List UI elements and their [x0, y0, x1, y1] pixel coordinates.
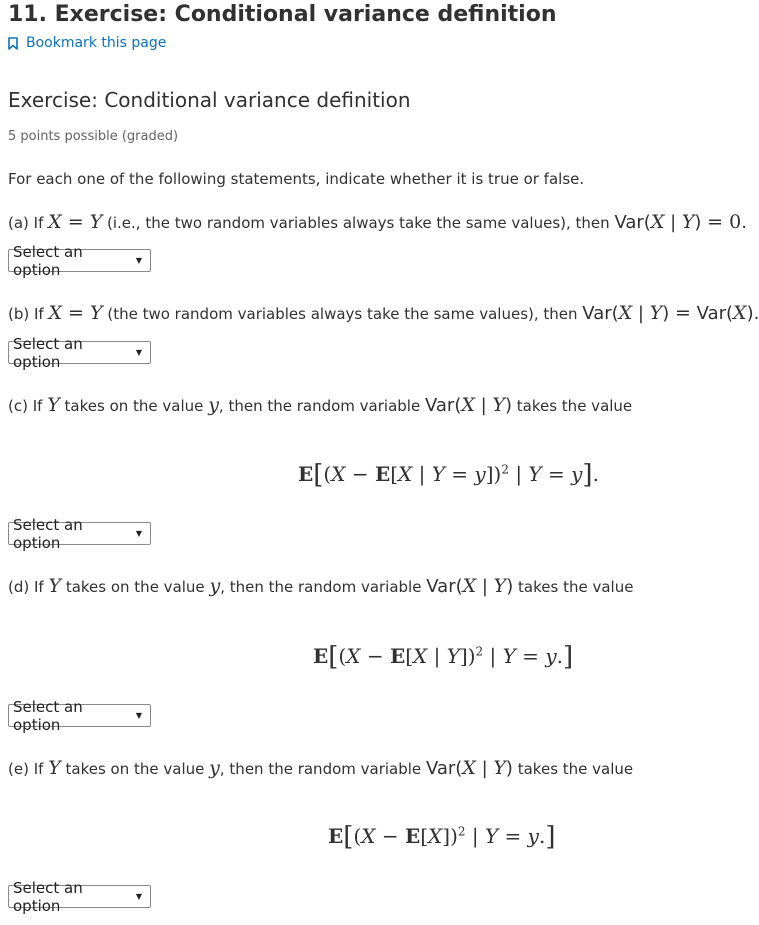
bookmark-icon [8, 37, 18, 50]
problem-title: Exercise: Conditional variance definition [8, 88, 411, 112]
select-b[interactable] [8, 334, 151, 371]
question-e-label: (e) If [8, 760, 44, 778]
question-a: (a) If X = Y (i.e., the two random variables always take the same values), then Var(X | Y) = 0. [8, 211, 747, 233]
question-b: (b) If X = Y (the two random variables always take the same values), then Var(X | Y) = Var(X). [8, 302, 759, 324]
math-var-d: Var(X | Y) [426, 575, 514, 597]
question-d-text-end: , then the random variable [220, 578, 422, 596]
triangle-down-icon: ▼ [135, 711, 142, 720]
bookmark-label: Bookmark this page [26, 35, 167, 51]
bookmark-link[interactable] [8, 35, 166, 51]
select-a[interactable] [8, 242, 151, 279]
triangle-down-icon: ▼ [135, 529, 142, 538]
question-c-text-tail: takes the value [516, 397, 633, 415]
triangle-down-icon: ▼ [135, 348, 142, 357]
select-d[interactable] [8, 697, 151, 734]
question-e-text-tail: takes the value [517, 760, 634, 778]
question-a-label: (a) If [8, 214, 44, 232]
equation-e: $E[(X - E[X])^2$ | Y = y.] [328, 822, 556, 852]
select-a-value: Select an option [13, 242, 83, 279]
question-c-text-end: , then the random variable [218, 397, 421, 415]
question-b-label: (b) If [8, 305, 44, 323]
math-var-e: Var(X | Y) [425, 757, 513, 779]
question-e-text-end: , then the random variable [219, 760, 422, 778]
math-var-a: Var(X | Y) = 0. [614, 211, 747, 233]
question-e: (e) If Y takes on the value y, then the random variable Var(X | Y) takes the value [8, 757, 634, 779]
question-d: (d) If Y takes on the value y, then the random variable Var(X | Y) takes the value [8, 575, 634, 597]
question-c-text: takes on the value [64, 397, 204, 415]
points-possible: 5 points possible (graded) [8, 129, 179, 144]
select-b-value: Select an option [13, 334, 83, 371]
equation-d: E[(X − E[X | Y])$^2$ | Y = y.] [313, 642, 574, 672]
select-d-value: Select an option [13, 697, 83, 734]
math-x-eq-y: X [48, 211, 62, 233]
question-d-label: (d) If [8, 578, 44, 596]
question-b-text: (the two random variables always take the same values), then [107, 305, 578, 323]
page-title: 11. Exercise: Conditional variance definition [8, 2, 557, 27]
select-c-value: Select an option [13, 515, 83, 552]
math-x-eq-y-b: X [48, 302, 63, 324]
question-d-text: takes on the value [65, 578, 205, 596]
problem-intro: For each one of the following statements, indicate whether it is true or false. [8, 170, 585, 188]
math-var-c: Var(X | Y) [424, 394, 512, 416]
question-e-text: takes on the value [65, 760, 205, 778]
question-c-label: (c) If [8, 397, 43, 415]
triangle-down-icon: ▼ [135, 256, 142, 265]
equation-c: E[(X − E[X | Y = y])$^2$ | Y = y]. [298, 460, 599, 490]
question-a-text: (i.e., the two random variables always take the same values), then [107, 214, 610, 232]
select-c[interactable] [8, 515, 151, 552]
select-e-value: Select an option [13, 878, 83, 915]
math-var-b: Var(X | Y) = Var(X). [582, 302, 759, 324]
triangle-down-icon: ▼ [135, 892, 142, 901]
question-d-text-tail: takes the value [518, 578, 634, 596]
question-c: (c) If Y takes on the value y, then the random variable Var(X | Y) takes the value [8, 394, 633, 416]
select-e[interactable] [8, 878, 151, 915]
